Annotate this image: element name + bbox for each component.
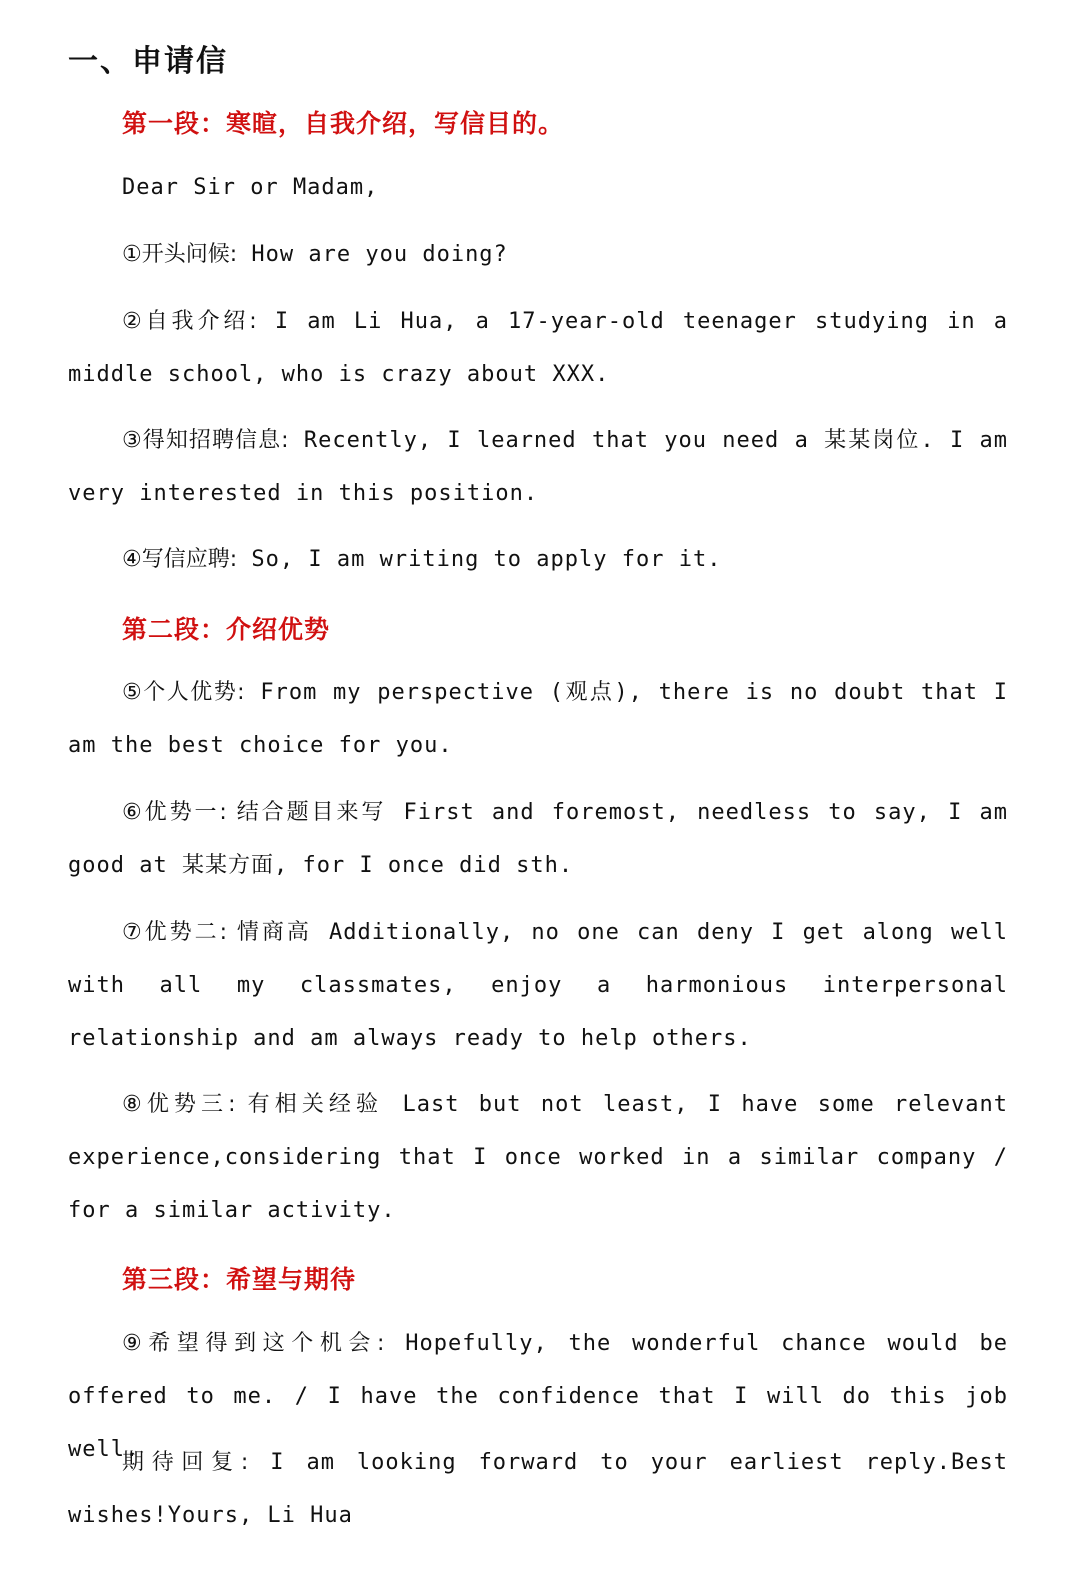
item-strength-one — [68, 786, 1008, 892]
item-text: Additionally, no one can deny I get along well with all my classmates, enjoy a harmonious interpersonal relationship and am always ready to help others. — [68, 920, 1008, 1051]
item-strength-three — [68, 1078, 1008, 1237]
item-expect-reply — [68, 1436, 1008, 1542]
item-strength-two — [68, 906, 1008, 1065]
item-label: ⑨希望得到这个机会: — [122, 1331, 385, 1356]
item-label: ②自我介绍: — [122, 309, 257, 334]
item-self-intro — [68, 295, 1008, 401]
item-text: So, I am writing to apply for it. — [237, 547, 722, 572]
item-text: From my perspective (观点), there is no doubt that I am the best choice for you. — [68, 680, 1008, 758]
section-heading-3: 第三段：希望与期待 — [122, 1265, 357, 1294]
item-text: Recently, I learned that you need a 某某岗位. I am very interested in this position. — [68, 428, 1008, 506]
page-title: 一、申请信 — [68, 44, 228, 79]
item-label: ③得知招聘信息: — [122, 428, 289, 453]
item-text: I am Li Hua, a 17-year-old teenager studying in a middle school, who is crazy about XXX. — [68, 309, 1008, 387]
item-label: ⑧优势三: 有相关经验 — [122, 1092, 384, 1117]
salutation: Dear Sir or Madam, — [122, 175, 379, 200]
section-heading-1: 第一段：寒暄，自我介绍，写信目的。 — [122, 109, 565, 138]
item-text: Hopefully, the wonderful chance would be offered to me. / I have the confidence that I will do this job well. — [68, 1331, 1008, 1462]
section-heading-2: 第二段：介绍优势 — [122, 615, 331, 644]
item-label: ①开头问候: — [122, 242, 238, 267]
item-text: First and foremost, needless to say, I am good at 某某方面, for I once did sth. — [68, 800, 1008, 878]
item-label: ④写信应聘: — [122, 547, 238, 572]
item-personal-strength — [68, 666, 1008, 772]
item-label: ⑦优势二: 情商高 — [122, 920, 312, 945]
item-text: Last but not least, I have some relevant experience,considering that I once worked in a similar company / for a similar activity. — [68, 1092, 1008, 1223]
item-greeting — [68, 228, 1008, 281]
item-label: 期待回复: — [122, 1450, 249, 1475]
item-label: ⑤个人优势: — [122, 680, 245, 705]
item-job-info — [68, 414, 1008, 520]
item-label: ⑥优势一: 结合题目来写 — [122, 800, 387, 825]
item-text: I am looking forward to your earliest reply.Best wishes!Yours, Li Hua — [68, 1450, 1009, 1528]
item-text: How are you doing? — [237, 242, 508, 267]
item-apply — [68, 533, 1008, 586]
